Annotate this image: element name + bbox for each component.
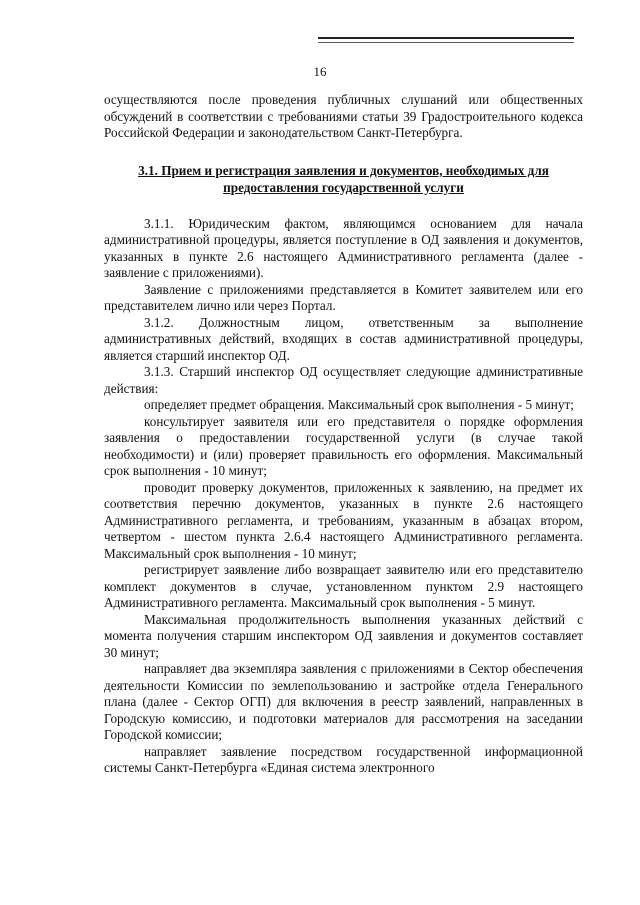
paragraph-max-duration: Максимальная продолжительность выполнения указанных действий с момента получения старшим инспектором ОД заявления и документов составляет 30 минут; bbox=[104, 611, 583, 660]
list-item-send-to-sector: направляет два экземпляра заявления с приложениями в Сектор обеспечения деятельности Комиссии по землепользованию и застройке отдела Генерального плана (далее - Сектор ОГП) для включения в реестр заявлений, направленных в Городскую комиссию, и подготовки материалов для рассмотрения на заседании Городской комиссии; bbox=[104, 661, 583, 742]
list-item-determine-subject: определяет предмет обращения. Максимальный срок выполнения - 5 минут; bbox=[144, 397, 574, 412]
document-body bbox=[104, 92, 583, 777]
header-rule bbox=[318, 37, 574, 39]
list-item-check-documents: проводит проверку документов, приложенных к заявлению, на предмет их соответствия перечню документов, указанных в пункте 2.6 настоящего Административного регламента, и требованиям, указанным в абзацах втором, четвертом - шестом пункта 2.6.4 настоящего Административного регламента. Максимальный срок выполнения - 10 минут; bbox=[104, 479, 583, 561]
paragraph-application-submission: Заявление с приложениями представляется в Комитет заявителем или его представителем лично или через Портал. bbox=[104, 281, 583, 313]
list-item-consult-applicant: консультирует заявителя или его представителя о порядке оформления заявления о предоставлении государственной услуги (в случае такой необходимости) и (или) проверяет правильность его оформления. Максимальный срок выполнения - 10 минут; bbox=[104, 413, 583, 478]
paragraph-3-1-1: 3.1.1. Юридическим фактом, являющимся основанием для начала административной процедуры, является поступление в ОД заявления и документов, указанных в пункте 2.6 настоящего Административного регламента (далее - заявление с приложениями). bbox=[104, 215, 583, 280]
section-title: 3.1. Прием и регистрация заявления и документов, необходимых для предоставления государственной услуги bbox=[138, 162, 549, 195]
page-number: 16 bbox=[313, 64, 327, 79]
paragraph-3-1-3: 3.1.3. Старший инспектор ОД осуществляет следующие административные действия: bbox=[104, 364, 583, 396]
intro-paragraph: осуществляются после проведения публичных слушаний или общественных обсуждений в соответствии с требованиями статьи 39 Градостроительного кодекса Российской Федерации и законодательством Санкт-Петербурга. bbox=[104, 92, 583, 140]
paragraph-3-1-2: 3.1.2. Должностным лицом, ответственным за выполнение административных действий, входящих в состав административной процедуры, является старший инспектор ОД. bbox=[104, 314, 583, 363]
list-item-send-via-system: направляет заявление посредством государственной информационной системы Санкт-Петербурга «Единая система электронного bbox=[104, 743, 583, 775]
header-rule-thin bbox=[318, 42, 574, 43]
list-item-register-application: регистрирует заявление либо возвращает заявителю или его представителю комплект документов в случае, установленном пунктом 2.9 настоящего Административного регламента. Максимальный срок выполнения - 5 минут. bbox=[104, 562, 583, 610]
